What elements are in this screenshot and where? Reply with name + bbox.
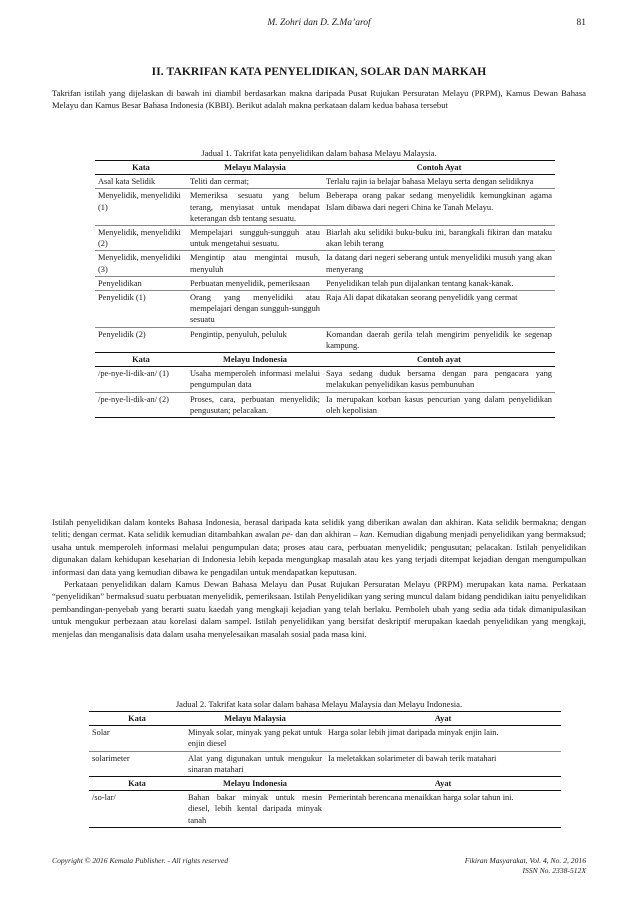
body-paragraph-2: Perkataan penyelidikan dalam Kamus Dewan Bahasa Melayu dan Pusat Rujukan Persuratan Melayu (PRPM) merupakan kata nama. Perkataan “penyelidikan” bermaksud suatu perbuatan menyelidik, pemeriksaan. Istilah Penyelidikan yang sering muncul dalam bidang pendidikan iaitu penyelidikan pembandingan-penyebab yang berarti suatu kaedah yang mengkaji kejadian yang telah berlaku. Pemboleh ubah yang sedia ada tidak dimanipulasikan untuk mengukur perbezaan atau korelasi dalam sampel. Istilah penyelidikan yang bersifat deskriptif merupakan kaedah penyelidikan yang mengkaji, menjelas dan menganalisis data dalam usaha menyelesaikan masalah sosial pada masa kini. bbox=[52, 579, 586, 639]
table1-header-cell: Kata bbox=[95, 161, 187, 175]
footer-copyright: Copyright © 2016 Kemala Publisher. - All rights reserved bbox=[52, 856, 228, 865]
footer-journal: Fikiran Masyarakat, Vol. 4, No. 2, 2016 bbox=[464, 856, 586, 865]
table-cell: Beberapa orang pakar sedang menyelidik kemungkinan agama Islam dibawa dari negeri China ke Tanah Melayu. bbox=[323, 189, 555, 226]
table-row bbox=[95, 276, 555, 290]
table-cell: Menyelidik, menyelidiki (3) bbox=[95, 251, 187, 276]
intro-paragraph bbox=[52, 87, 586, 112]
table-cell: solarimeter bbox=[89, 751, 185, 776]
table-cell: Harga solar lebih jimat daripada minyak enjin lain. bbox=[328, 728, 499, 738]
table-row bbox=[89, 726, 561, 751]
table-cell: /pe-nye-li-dik-an/ (1) bbox=[98, 369, 169, 379]
table2-subheader-cell: Melayu Indonesia bbox=[185, 777, 325, 791]
table-cell: Menyelidik, menyelidiki (1) bbox=[95, 189, 187, 226]
table-cell: Penyelidik (1) bbox=[95, 291, 187, 328]
table-cell: Orang yang menyelidiki atau mempelajari dengan sungguh-sungguh sesuatu bbox=[187, 291, 323, 328]
table1-subheader-row bbox=[95, 353, 555, 367]
section-title: II. TAKRIFAN KATA PENYELIDIKAN, SOLAR DAN MARKAH bbox=[151, 66, 487, 78]
table-cell: Proses, cara, perbuatan menyelidik; pengusutan; pelacakan. bbox=[187, 392, 323, 417]
table2-subheader-cell: Kata bbox=[89, 777, 185, 791]
table-cell: Raja Ali dapat dikatakan seorang penyelidik yang cermat bbox=[323, 291, 555, 328]
table2-header-cell: Kata bbox=[89, 712, 185, 726]
table-cell: Biarlah aku selidiki buku-buku ini, barangkali fikiran dan mataku akan lebih terang bbox=[323, 226, 555, 251]
table-cell: Mempelajari sungguh-sungguh atau untuk mengetahui sesuatu. bbox=[187, 226, 323, 251]
table-cell: Usaha memperoleh informasi melalui pengumpulan data bbox=[190, 369, 320, 390]
table1 bbox=[95, 160, 555, 418]
table-cell: Memeriksa sesuatu yang belum terang, menyiasat untuk mendapat keterangan dsb tentang sesuatu. bbox=[187, 189, 323, 226]
table-row bbox=[89, 791, 561, 828]
table-cell: Komandan daerah gerila telah mengirim penyelidik ke segenap kampung. bbox=[323, 327, 555, 352]
suffix-kan: kan. bbox=[360, 529, 375, 540]
table-cell: Minyak solar, minyak yang pekat untuk enjin diesel bbox=[188, 728, 322, 749]
table1-subheader-cell: Kata bbox=[95, 353, 187, 367]
table-row bbox=[95, 175, 555, 189]
table-cell: Mengintip atau mengintai musuh, menyuluh bbox=[187, 251, 323, 276]
table-cell: Pemerintah berencana menaikkan harga solar tahun ini. bbox=[325, 791, 561, 828]
table-row bbox=[95, 291, 555, 328]
body-paragraph-1 bbox=[52, 516, 586, 578]
table-cell: Menyelidik, menyelidiki (2) bbox=[95, 226, 187, 251]
table-cell: /so-lar/ bbox=[89, 791, 185, 828]
table2-caption: Jadual 2. Takrifat kata solar dalam bahasa Melayu Malaysia dan Melayu Indonesia. bbox=[175, 699, 463, 709]
table-cell: Ia datang dari negeri seberang untuk menyelidiki musuh yang akan menyerang bbox=[323, 251, 555, 276]
table-row bbox=[95, 251, 555, 276]
table1-subheader-cell: Melayu Indonesia bbox=[187, 353, 323, 367]
page-number: 81 bbox=[576, 18, 586, 28]
running-header bbox=[52, 18, 586, 32]
body-p1-b: dan dan akhiran – bbox=[292, 529, 361, 540]
header-authors: M. Zohri dan D. Z.Ma’arof bbox=[267, 18, 371, 28]
prefix-pe: pe- bbox=[281, 529, 293, 540]
table-cell: Ia meletakkan solarimeter di bawah terik matahari bbox=[325, 751, 561, 776]
table-cell: Saya sedang duduk bersama dengan para pengacara yang melakukan penyelidikan kasus pembunuhan bbox=[326, 369, 552, 390]
table-cell: Alat yang digunakan untuk mengukur sinaran matahari bbox=[185, 751, 325, 776]
table2-header-cell: Ayat bbox=[325, 712, 561, 726]
table1-header-cell: Contoh Ayat bbox=[323, 161, 555, 175]
footer-journal-info bbox=[465, 856, 586, 876]
table-cell: Penyelidikan bbox=[95, 276, 187, 290]
table-cell: Penyelidik (2) bbox=[95, 327, 187, 352]
table-cell: Ia merupakan korban kasus pencurian yang dalam penyelidikan oleh kepolisian bbox=[323, 392, 555, 417]
body-p1-a: Istilah penyelidikan dalam konteks Bahasa Indonesia, berasal daripada kata selidik yang diberikan awalan dan akhiran. Kata selidik bermakna; dengan teliti; dengan cermat. Kata selidik kemudian ditambahkan awalan bbox=[52, 517, 586, 540]
table2-header-row bbox=[89, 712, 561, 726]
table2 bbox=[89, 711, 561, 828]
footer-issn: ISSN No. 2338-512X bbox=[522, 866, 586, 875]
intro-text: Takrifan istilah yang dijelaskan di bawah ini diambil berdasarkan makna daripada Pusat Rujukan Persuratan Melayu (PRPM), Kamus Dewan Bahasa Melayu dan Kamus Besar Bahasa Indonesia (KBBI). Berikut adalah makna perkataan dalam kedua bahasa tersebut bbox=[52, 88, 586, 111]
table-row bbox=[95, 327, 555, 352]
table-cell: Bahan bakar minyak untuk mesin diesel, lebih kental daripada minyak tanah bbox=[185, 791, 325, 828]
table-cell: Pengintip, penyuluh, peluluk bbox=[187, 327, 323, 352]
table-cell: Solar bbox=[92, 728, 110, 738]
table-cell: Teliti dan cermat; bbox=[190, 177, 249, 187]
table-row bbox=[95, 367, 555, 392]
table2-subheader-cell: Ayat bbox=[325, 777, 561, 791]
body-paragraphs bbox=[52, 516, 586, 640]
table-row bbox=[95, 189, 555, 226]
table-cell: Penyelidikan telah pun dijalankan tentang kanak-kanak. bbox=[323, 276, 555, 290]
table-row bbox=[95, 392, 555, 417]
table2-subheader-row bbox=[89, 777, 561, 791]
table2-header-cell: Melayu Malaysia bbox=[185, 712, 325, 726]
table-row bbox=[89, 751, 561, 776]
table1-header-row bbox=[95, 161, 555, 175]
table-cell: Perbuatan menyelidik, pemeriksaan bbox=[187, 276, 323, 290]
table-cell: Asal kata Selidik bbox=[98, 177, 156, 187]
table-row bbox=[95, 226, 555, 251]
body-p1-c: Kemudian digabung menjadi penyelidikan yang bermaksud; usaha untuk memperoleh informasi melalui pengumpulan data; proses atau cara, perbuatan menyelidik; pengusutan; pelacakan. Istilah penyelidikan digunakan dalam kehidupan keseharian di Indonesia lebih kepada mengungkap masalah atau kes yang terjadi ditempat kejadian dengan mengumpulkan informasi dan data yang kemudian dibawa ke pengadilan untuk mendapatkan keputusan. bbox=[52, 529, 586, 577]
table1-caption: Jadual 1. Takrifat kata penyelidikan dalam bahasa Melayu Malaysia. bbox=[201, 148, 437, 158]
table-cell: /pe-nye-li-dik-an/ (2) bbox=[95, 392, 187, 417]
table1-subheader-cell: Contoh ayat bbox=[323, 353, 555, 367]
table-cell: Terlalu rajin ia belajar bahasa Melayu serta dengan selidiknya bbox=[326, 177, 534, 187]
table1-header-cell: Melayu Malaysia bbox=[187, 161, 323, 175]
